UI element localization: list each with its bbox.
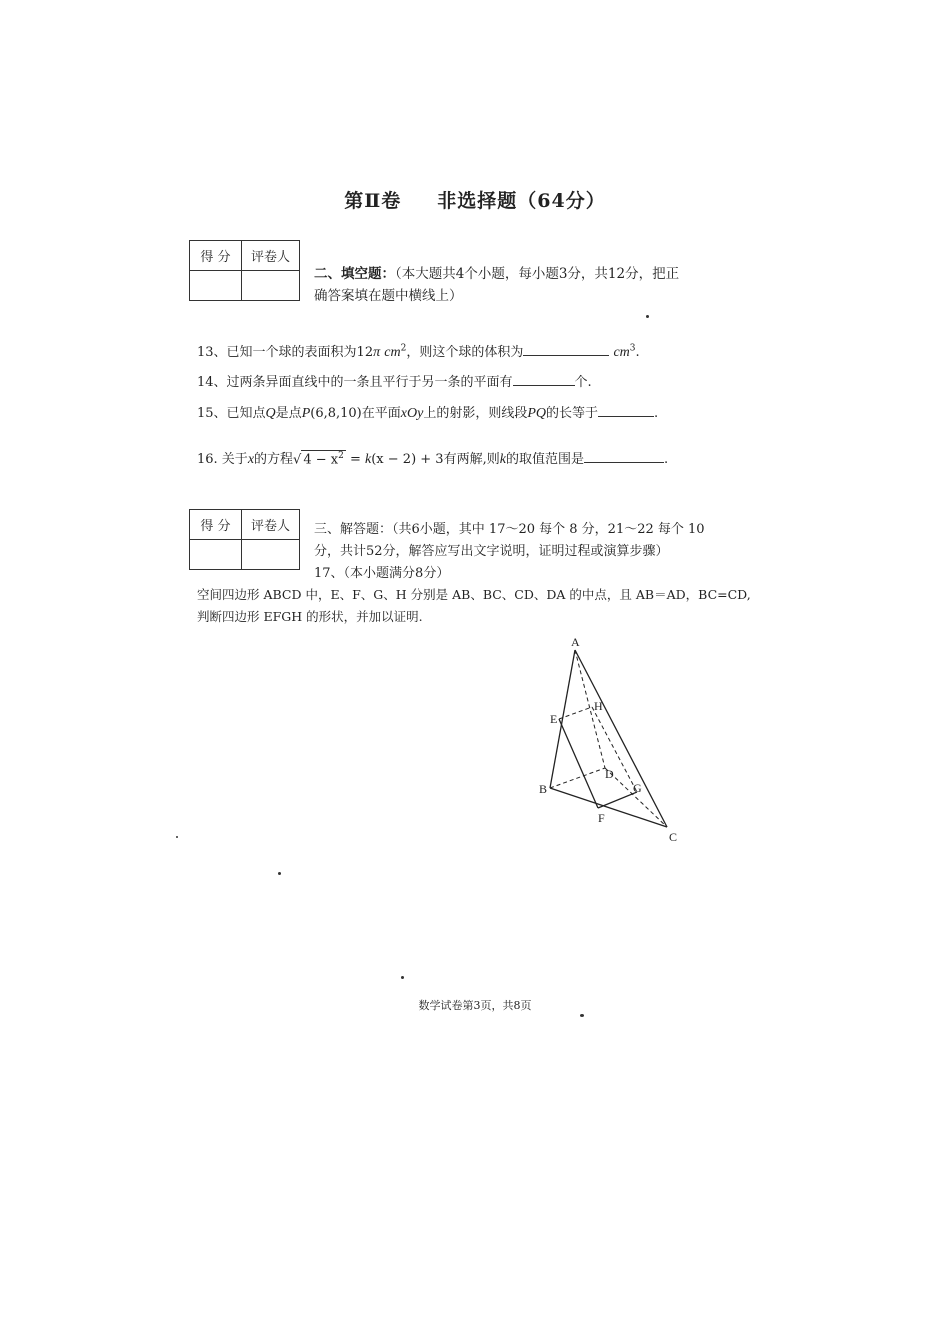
- q16-text: 16. 关于: [197, 452, 248, 467]
- scan-speck: [646, 315, 649, 318]
- q16-paren: (x − 2) + 3: [371, 452, 444, 467]
- label-A: A: [571, 635, 580, 649]
- scan-speck: [401, 976, 404, 979]
- q13-pi: π: [373, 345, 381, 360]
- grader-cell[interactable]: [242, 271, 300, 301]
- q16-mid1: 的方程: [254, 452, 294, 467]
- label-H: H: [594, 699, 603, 713]
- q13-unit2: cm: [613, 345, 630, 360]
- q16-dot: .: [663, 452, 669, 467]
- q15-p: P: [301, 406, 311, 421]
- q15-pq: PQ: [527, 406, 546, 421]
- section2-title: 二、填空题：: [314, 266, 395, 282]
- section2-heading: [314, 263, 679, 307]
- section3-title: 三、解答题：: [314, 522, 393, 537]
- label-E: E: [550, 712, 558, 726]
- page-title: [0, 186, 950, 213]
- question-13: [197, 341, 640, 361]
- label-F: F: [598, 811, 605, 825]
- edge-BD: [550, 768, 605, 788]
- score-cell[interactable]: [190, 540, 242, 570]
- q14-answer-blank[interactable]: [513, 373, 575, 386]
- q15-mid1: 是点: [275, 406, 302, 421]
- question-17-body: [197, 584, 751, 628]
- grader-header: 评卷人: [242, 510, 300, 540]
- edge-CD: [605, 768, 667, 827]
- volume-label: 第Ⅱ卷: [344, 190, 402, 212]
- q15-plane: xOy: [400, 406, 424, 421]
- edge-FG: [598, 792, 637, 808]
- page-footer: 数学试卷第3页，共8页: [418, 999, 532, 1012]
- section3-desc-2: 分，共计52分，解答应写出文字说明，证明过程或演算步骤）: [314, 544, 669, 559]
- question-14: [197, 371, 592, 390]
- q16-sqrt: [293, 450, 346, 467]
- q14-end: 个.: [574, 375, 592, 390]
- q15-text: 15、已知点: [197, 406, 266, 421]
- q13-mid: ，则这个球的体积为: [406, 345, 524, 360]
- q13-unit: cm: [384, 345, 401, 360]
- q15-end: 的长等于: [546, 406, 599, 421]
- q14-text: 14、过两条异面直线中的一条且平行于另一条的平面有: [197, 375, 513, 390]
- q15-answer-blank[interactable]: [598, 404, 654, 417]
- label-D: D: [605, 767, 614, 781]
- section3-heading: [314, 519, 705, 585]
- score-cell[interactable]: [190, 271, 242, 301]
- score-header: 得 分: [190, 241, 242, 271]
- section-label: 非选择题（64分）: [437, 190, 606, 212]
- score-box-1: [189, 240, 300, 301]
- q16-eq: =: [345, 452, 366, 467]
- question-15: [197, 402, 658, 422]
- q16-radicand: 4 − x: [303, 452, 339, 467]
- q15-q: Q: [265, 406, 276, 421]
- radical-icon: √: [293, 452, 302, 467]
- q16-answer-blank[interactable]: [584, 450, 664, 463]
- edge-HG: [592, 707, 637, 792]
- q15-coords: (6,8,10): [310, 406, 362, 421]
- q13-sup: 2: [400, 343, 407, 354]
- q16-sup: 2: [338, 450, 344, 461]
- grader-cell[interactable]: [242, 540, 300, 570]
- scan-speck: [176, 836, 178, 838]
- q16-x: x: [247, 452, 255, 467]
- edge-EF: [559, 719, 598, 808]
- section3-desc-1: （共6小题，其中 17～20 每个 8 分，21～22 每个 10: [392, 522, 705, 537]
- q17-line-2: 判断四边形 EFGH 的形状，并加以证明.: [197, 609, 423, 624]
- scan-speck: [580, 1014, 584, 1017]
- q17-line-1: 空间四边形 ABCD 中，E、F、G、H 分别是 AB、BC、CD、DA 的中点，且 AB＝AD，BC=CD,: [197, 587, 751, 602]
- q15-mid3: 上的射影，则线段: [423, 406, 528, 421]
- q16-mid2: 有两解,则: [443, 452, 500, 467]
- q13-end: .: [635, 345, 640, 360]
- q16-end: 的取值范围是: [505, 452, 584, 467]
- section2-desc-1: （本大题共4个小题，每小题3分，共12分，把正: [395, 266, 680, 282]
- grader-header: 评卷人: [242, 241, 300, 271]
- scan-speck: [278, 872, 281, 875]
- q15-mid2: 在平面: [361, 406, 401, 421]
- q13-text: 13、已知一个球的表面积为12: [197, 345, 374, 360]
- q16-k: k: [365, 452, 372, 467]
- score-header: 得 分: [190, 510, 242, 540]
- q13-sup2: 3: [629, 343, 636, 354]
- q16-k2: k: [499, 452, 506, 467]
- label-G: G: [633, 781, 642, 795]
- q15-dot: .: [654, 406, 659, 421]
- label-C: C: [669, 830, 678, 844]
- score-box-2: [189, 509, 300, 570]
- section2-desc-2: 确答案填在题中横线上）: [314, 288, 463, 304]
- label-B: B: [539, 782, 548, 796]
- tetrahedron-figure: [530, 630, 690, 850]
- q13-answer-blank[interactable]: [523, 343, 609, 356]
- q17-label: 17、（本小题满分8分）: [314, 566, 450, 581]
- question-16: [197, 448, 668, 468]
